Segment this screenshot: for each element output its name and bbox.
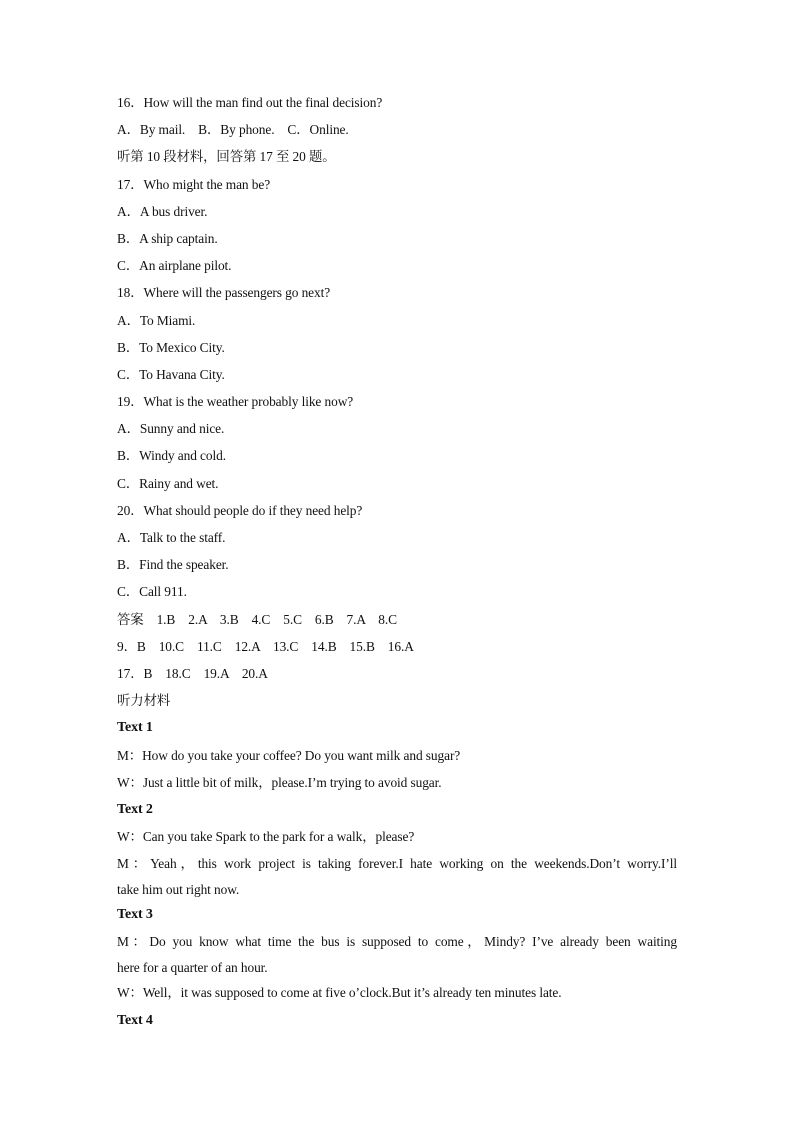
- text-3-heading: Text 3: [117, 907, 153, 923]
- answer-key-line-3: 17．B 18.C 19.A 20.A: [117, 665, 268, 681]
- text-2-heading: Text 2: [117, 801, 153, 817]
- text-4-heading: Text 4: [117, 1012, 153, 1028]
- answer-key-line-1: 答案 1.B 2.A 3.B 4.C 5.C 6.B 7.A 8.C: [117, 611, 397, 627]
- text-3-line-1-continued: here for a quarter of an hour.: [117, 960, 268, 976]
- question-19: 19．What is the weather probably like now?: [117, 394, 354, 410]
- text-1-line-2: W：Just a little bit of milk，please.I’m trying to avoid sugar.: [117, 774, 442, 790]
- question-16-options: A．By mail. B．By phone. C．Online.: [117, 122, 349, 138]
- text-3-line-1: M：Do you know what time the bus is supposed to come，Mindy? I’ve already been waiting: [117, 934, 677, 950]
- question-20: 20．What should people do if they need help?: [117, 502, 363, 518]
- text-2-line-2-continued: take him out right now.: [117, 882, 240, 898]
- question-19-option-b: B．Windy and cold.: [117, 448, 226, 464]
- answer-key-line-2: 9．B 10.C 11.C 12.A 13.C 14.B 15.B 16.A: [117, 638, 414, 654]
- question-17-option-a: A．A bus driver.: [117, 203, 208, 219]
- text-2-line-1: W：Can you take Spark to the park for a walk，please?: [117, 829, 415, 845]
- question-20-option-a: A．Talk to the staff.: [117, 530, 226, 545]
- question-19-option-c: C．Rainy and wet.: [117, 475, 219, 491]
- text-2-line-2: M：Yeah，this work project is taking forever.I hate working on the weekends.Don’t worry.I’ll: [117, 856, 677, 872]
- question-17-option-c: C．An airplane pilot.: [117, 258, 232, 274]
- text-1-line-1: M：How do you take your coffee? Do you want milk and sugar?: [117, 747, 461, 763]
- text-1-heading: Text 1: [117, 720, 153, 736]
- question-16: 16．How will the man find out the final decision?: [117, 95, 383, 110]
- question-18: 18．Where will the passengers go next?: [117, 285, 331, 301]
- question-17: 17．Who might the man be?: [117, 176, 271, 192]
- question-17-option-b: B．A ship captain.: [117, 230, 218, 246]
- section-instruction: 听第 10 段材料，回答第 17 至 20 题。: [117, 149, 336, 165]
- text-3-line-2: W：Well，it was supposed to come at five o’clock.But it’s already ten minutes late.: [117, 985, 562, 1001]
- question-19-option-a: A．Sunny and nice.: [117, 421, 225, 437]
- question-18-option-b: B．To Mexico City.: [117, 339, 225, 355]
- listening-material-heading: 听力材料: [117, 693, 171, 709]
- question-20-option-b: B．Find the speaker.: [117, 557, 229, 573]
- question-18-option-a: A．To Miami.: [117, 312, 196, 328]
- question-18-option-c: C．To Havana City.: [117, 366, 225, 382]
- question-20-option-c: C．Call 911.: [117, 584, 187, 600]
- document-page: [117, 94, 677, 1039]
